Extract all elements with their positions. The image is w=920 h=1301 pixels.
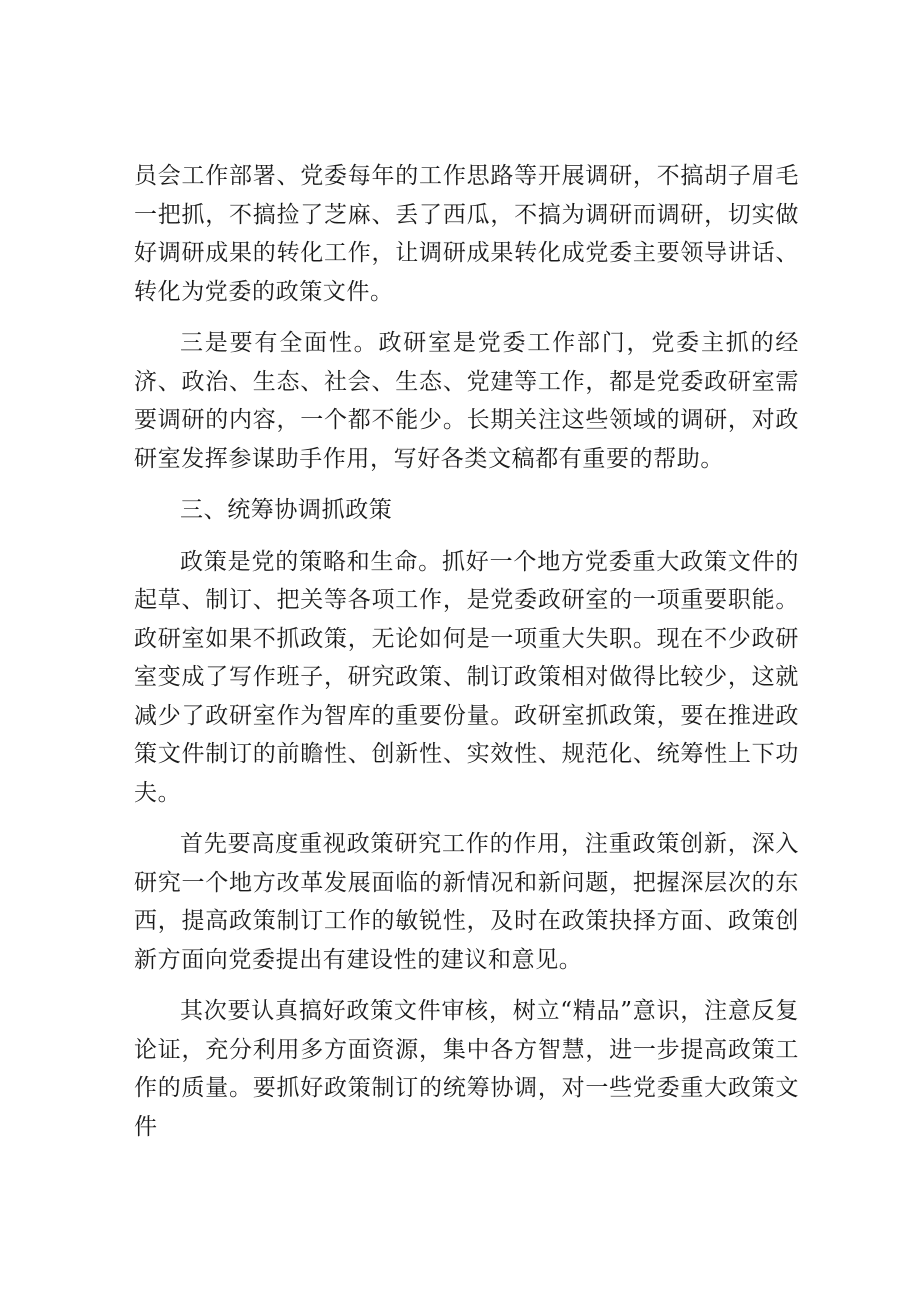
paragraph-second-point: 其次要认真搞好政策文件审核，树立“精品”意识，注意反复论证，充分利用多方面资源，集中各方智慧，进一步提高政策工作的质量。要抓好政策制订的统筹协调，对一些党委重大政策文件 (134, 998, 799, 1140)
paragraph-continued: 员会工作部署、党委每年的工作思路等开展调研，不搞胡子眉毛一把抓，不搞捡了芝麻、丢了西瓜，不搞为调研而调研，切实做好调研成果的转化工作，让调研成果转化成党委主要领导讲话、转化为党委的政策文件。 (134, 163, 799, 305)
paragraph-comprehensiveness: 三是要有全面性。政研室是党委工作部门，党委主抓的经济、政治、生态、社会、生态、党建等工作，都是党委政研室需要调研的内容，一个都不能少。长期关注这些领域的调研，对政研室发挥参谋助手作用，写好各类文稿都有重要的帮助。 (134, 330, 799, 472)
section-heading-policy: 三、统筹协调抓政策 (180, 497, 393, 523)
document-body (134, 157, 799, 1159)
paragraph-policy-intro: 政策是党的策略和生命。抓好一个地方党委重大政策文件的起草、制订、把关等各项工作，是党委政研室的一项重要职能。政研室如果不抓政策，无论如何是一项重大失职。现在不少政研室变成了写作班子，研究政策、制订政策相对做得比较少，这就减少了政研室作为智库的重要份量。政研室抓政策，要在推进政策文件制订的前瞻性、创新性、实效性、规范化、统筹性上下功夫。 (134, 548, 799, 806)
paragraph-first-point: 首先要高度重视政策研究工作的作用，注重政策创新，深入研究一个地方改革发展面临的新情况和新问题，把握深层次的东西，提高政策制订工作的敏锐性，及时在政策抉择方面、政策创新方面向党委提出有建设性的建议和意见。 (134, 831, 799, 973)
